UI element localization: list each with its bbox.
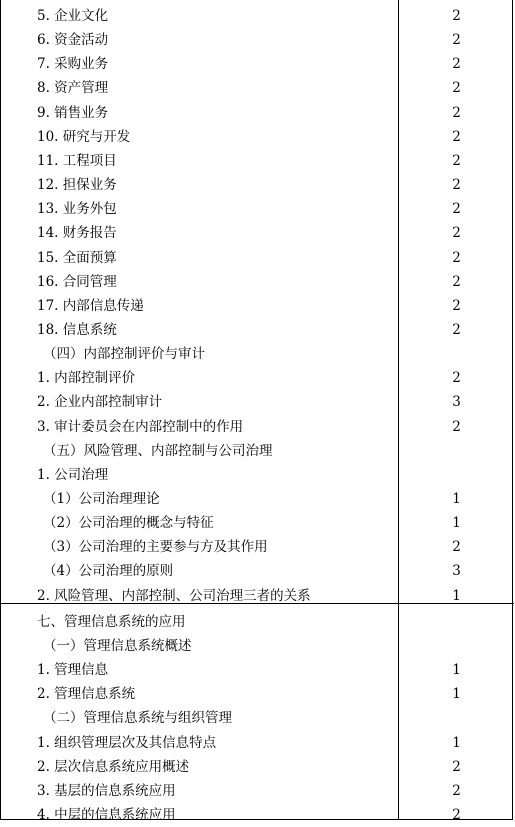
row-value: 3 bbox=[452, 563, 461, 580]
row-label: 9. 销售业务 bbox=[37, 104, 109, 121]
row-label: 1. 公司治理 bbox=[37, 466, 109, 483]
row-value bbox=[399, 610, 514, 634]
table-row bbox=[1, 463, 514, 487]
row-label: 3. 审计委员会在内部控制中的作用 bbox=[37, 418, 244, 435]
row-value: 2 bbox=[452, 273, 461, 290]
row-value: 2 bbox=[452, 177, 461, 194]
table-row bbox=[1, 439, 514, 463]
row-label: 15. 全面预算 bbox=[37, 249, 117, 266]
table-row bbox=[1, 658, 514, 682]
row-value: 2 bbox=[452, 806, 461, 823]
row-label: 2. 企业内部控制审计 bbox=[37, 394, 163, 411]
table-row bbox=[1, 125, 514, 149]
row-value: 2 bbox=[452, 201, 461, 218]
table-row bbox=[1, 487, 514, 511]
table-row bbox=[1, 28, 514, 52]
row-value bbox=[399, 342, 514, 366]
row-value: 2 bbox=[452, 297, 461, 314]
row-value: 1 bbox=[452, 662, 461, 679]
table-row bbox=[1, 755, 514, 779]
table-row bbox=[1, 584, 514, 608]
row-value bbox=[399, 706, 514, 730]
row-value: 2 bbox=[452, 321, 461, 338]
table-row bbox=[1, 610, 514, 634]
table-row bbox=[1, 221, 514, 245]
row-value: 2 bbox=[452, 758, 461, 775]
row-label: （2）公司治理的概念与特征 bbox=[43, 515, 214, 532]
table-row bbox=[1, 415, 514, 439]
table-row bbox=[1, 511, 514, 535]
row-value: 2 bbox=[452, 128, 461, 145]
row-label: 7. 采购业务 bbox=[37, 56, 109, 73]
table-row bbox=[1, 803, 514, 827]
row-label: 12. 担保业务 bbox=[37, 177, 117, 194]
row-value: 2 bbox=[452, 104, 461, 121]
row-value: 2 bbox=[452, 225, 461, 242]
row-value: 2 bbox=[452, 249, 461, 266]
row-label: 1. 组织管理层次及其信息特点 bbox=[37, 734, 217, 751]
row-value: 2 bbox=[452, 152, 461, 169]
row-label: 14. 财务报告 bbox=[37, 225, 117, 242]
row-label: 18. 信息系统 bbox=[37, 321, 117, 338]
row-label: （1）公司治理理论 bbox=[43, 491, 160, 507]
table-row bbox=[1, 706, 514, 730]
row-label: 1. 管理信息 bbox=[37, 662, 109, 679]
row-label: 七、管理信息系统的应用 bbox=[37, 613, 186, 630]
row-label: （3）公司治理的主要参与方及其作用 bbox=[43, 539, 268, 556]
row-value: 2 bbox=[452, 8, 461, 24]
table-row bbox=[1, 52, 514, 76]
row-label: 17. 内部信息传递 bbox=[37, 297, 144, 314]
row-value: 2 bbox=[452, 80, 461, 97]
row-value: 2 bbox=[452, 32, 461, 49]
row-label: 5. 企业文化 bbox=[37, 8, 109, 24]
row-value bbox=[399, 439, 514, 463]
table-row bbox=[1, 366, 514, 390]
table-row bbox=[1, 731, 514, 755]
table-row bbox=[1, 318, 514, 342]
row-label: （二）管理信息系统与组织管理 bbox=[43, 710, 232, 727]
row-value bbox=[399, 634, 514, 658]
row-label: 2. 风险管理、内部控制、公司治理三者的关系 bbox=[37, 587, 311, 604]
table-row bbox=[1, 270, 514, 294]
row-value: 2 bbox=[452, 782, 461, 799]
row-label: 6. 资金活动 bbox=[37, 32, 109, 49]
table-row bbox=[1, 173, 514, 197]
table-row bbox=[1, 682, 514, 706]
table-row bbox=[1, 197, 514, 221]
row-label: （一）管理信息系统概述 bbox=[43, 637, 192, 654]
table-row bbox=[1, 535, 514, 559]
row-label: 8. 资产管理 bbox=[37, 80, 109, 97]
row-label: 16. 合同管理 bbox=[37, 273, 117, 290]
row-label: （五）风险管理、内部控制与公司治理 bbox=[43, 442, 273, 459]
table-row bbox=[1, 559, 514, 583]
row-label: 1. 内部控制评价 bbox=[37, 370, 136, 387]
table-row bbox=[1, 390, 514, 414]
row-value: 3 bbox=[452, 394, 461, 411]
row-value: 2 bbox=[452, 56, 461, 73]
table-row bbox=[1, 4, 514, 28]
row-label: 11. 工程项目 bbox=[37, 152, 117, 169]
table-row bbox=[1, 294, 514, 318]
table-row bbox=[1, 342, 514, 366]
row-value bbox=[399, 463, 514, 487]
row-value: 1 bbox=[452, 491, 461, 507]
row-value: 1 bbox=[452, 515, 461, 532]
row-value: 2 bbox=[452, 418, 461, 435]
table-row bbox=[1, 634, 514, 658]
row-value: 1 bbox=[452, 587, 461, 604]
row-label: 3. 基层的信息系统应用 bbox=[37, 782, 176, 799]
table-row bbox=[1, 76, 514, 100]
table-row bbox=[1, 779, 514, 803]
row-value: 2 bbox=[452, 370, 461, 387]
row-label: 2. 层次信息系统应用概述 bbox=[37, 758, 190, 775]
table-row bbox=[1, 149, 514, 173]
row-label: 2. 管理信息系统 bbox=[37, 686, 136, 703]
row-label: 4. 中层的信息系统应用 bbox=[37, 806, 176, 823]
row-value: 1 bbox=[452, 734, 461, 751]
row-value: 1 bbox=[452, 686, 461, 703]
row-label: （四）内部控制评价与审计 bbox=[43, 346, 205, 363]
row-label: （4）公司治理的原则 bbox=[43, 563, 174, 580]
row-value: 2 bbox=[452, 539, 461, 556]
table-row bbox=[1, 101, 514, 125]
row-label: 10. 研究与开发 bbox=[37, 128, 131, 145]
row-label: 13. 业务外包 bbox=[37, 201, 117, 218]
table-row bbox=[1, 246, 514, 270]
